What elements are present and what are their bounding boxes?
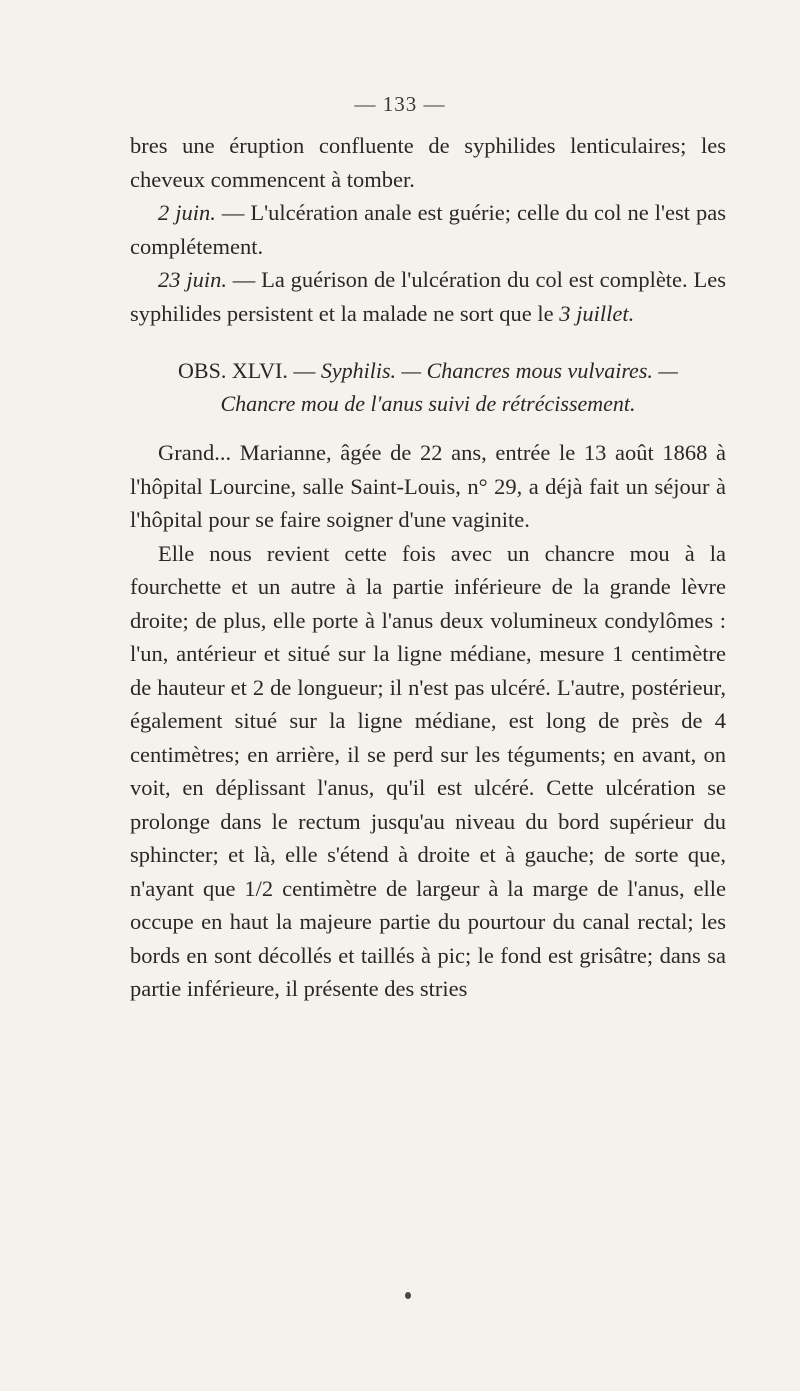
entry-text: — La guérison de l'ulcération du col est complète. Les syphilides persistent et la malade ne sort que le	[130, 267, 726, 326]
entry-date: 23 juin.	[158, 267, 227, 292]
entry-june-2	[130, 196, 726, 263]
continuation-paragraph: bres une éruption confluente de syphilides lenticulaires; les cheveux commencent à tomber.	[130, 133, 726, 192]
ink-speck	[405, 1292, 411, 1299]
entry-june-23	[130, 263, 726, 330]
observation-label: OBS. XLVI. —	[178, 358, 321, 383]
observation-title-line-2: Chancre mou de l'anus suivi de rétrécissement.	[220, 391, 636, 416]
discharge-date: 3 juillet.	[559, 300, 635, 326]
observation-title-line-1: Syphilis. — Chancres mous vulvaires. —	[320, 358, 678, 383]
page-body	[130, 129, 726, 1006]
entry-text: — L'ulcération anale est guérie; celle du col ne l'est pas complétement.	[130, 200, 726, 259]
entry-date: 2 juin.	[158, 200, 216, 225]
observation-heading	[130, 354, 726, 420]
page-number: — 133 —	[354, 92, 446, 116]
case-paragraph: Grand... Marianne, âgée de 22 ans, entrée le 13 août 1868 à l'hôpital Lourcine, salle Saint-Louis, n° 29, a déjà fait un séjour à l'hôpital pour se faire soigner d'une vaginite.	[130, 440, 726, 532]
case-paragraph: Elle nous revient cette fois avec un chancre mou à la fourchette et un autre à la partie inférieure de la grande lèvre droite; de plus, elle porte à l'anus deux volumineux condylômes : l'un, antérieur et situé sur la ligne médiane, mesure 1 centimètre de hauteur et 2 de longueur; il n'est pas ulcéré. L'autre, postérieur, également situé sur la ligne médiane, est long de près de 4 centimètres; en arrière, il se perd sur les téguments; en avant, on voit, en déplissant l'anus, qu'il est ulcéré. Cette ulcération se prolonge dans le rectum jusqu'au niveau du bord supérieur du sphincter; et là, elle s'étend à droite et à gauche; de sorte que, n'ayant que 1/2 centimètre de largeur à la marge de l'anus, elle occupe en haut la majeure partie du pourtour du canal rectal; les bords en sont décollés et taillés à pic; le fond est grisâtre; dans sa partie inférieure, il présente des stries	[130, 540, 726, 1001]
